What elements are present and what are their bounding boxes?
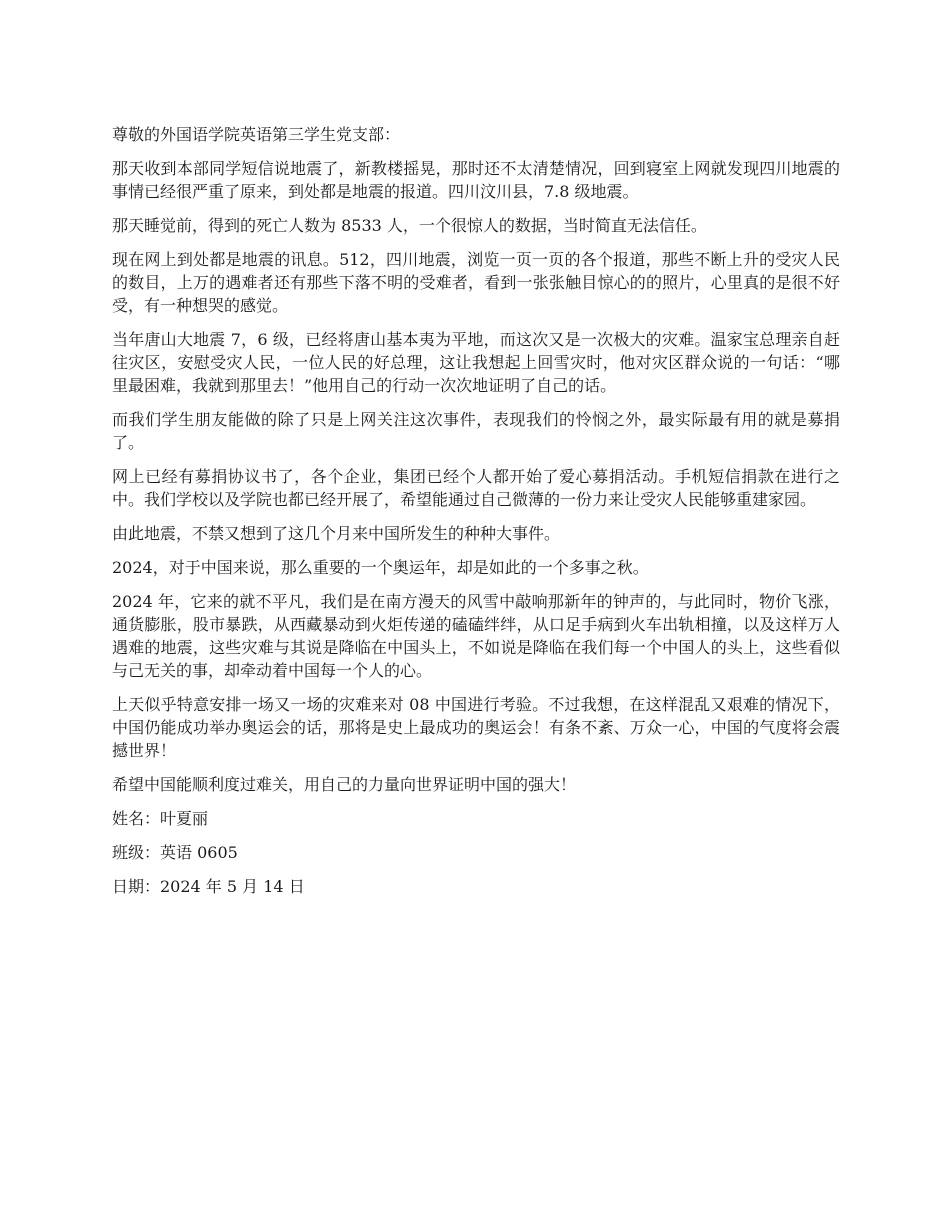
letter-paragraph: 希望中国能顺利度过难关，用自己的力量向世界证明中国的强大！	[112, 775, 577, 794]
letter-paragraph: 2024 年，它来的就不平凡，我们是在南方漫天的风雪中敲响那新年的钟声的，与此同时，物价飞涨，通货膨胀，股市暴跌，从西藏暴动到火炬传递的磕磕绊绊，从口足手病到火车出轨相撞，以及这样万人遇难的地震，这些灾难与其说是降临在中国头上，不如说是降临在我们每一个中国人的头上，这些看似与己无关的事，却牵动着中国每一个人的心。	[112, 592, 840, 680]
signature-name: 姓名：叶夏丽	[112, 809, 209, 828]
letter-paragraph: 网上已经有募捐协议书了，各个企业，集团已经个人都开始了爱心募捐活动。手机短信捐款在进行之中。我们学校以及学院也都已经开展了，希望能通过自己微薄的一份力来让受灾人民能够重建家园。	[112, 467, 840, 509]
signature-date: 日期：2024 年 5 月 14 日	[112, 877, 305, 896]
letter-paragraph: 现在网上到处都是地震的讯息。512，四川地震，浏览一页一页的各个报道，那些不断上升的受灾人民的数目，上万的遇难者还有那些下落不明的受难者，看到一张张触目惊心的的照片，心里真的是很不好受，有一种想哭的感觉。	[112, 250, 840, 315]
letter-paragraph: 当年唐山大地震 7，6 级，已经将唐山基本夷为平地，而这次又是一次极大的灾难。温家宝总理亲自赶往灾区，安慰受灾人民，一位人民的好总理，这让我想起上回雪灾时，他对灾区群众说的一句话：“哪里最困难，我就到那里去！”他用自己的行动一次次地证明了自己的话。	[112, 330, 840, 395]
letter-paragraph: 2024，对于中国来说，那么重要的一个奥运年，却是如此的一个多事之秋。	[112, 558, 649, 577]
letter-paragraph: 而我们学生朋友能做的除了只是上网关注这次事件，表现我们的怜悯之外，最实际最有用的就是募捐了。	[112, 410, 840, 452]
signature-class: 班级：英语 0605	[112, 843, 238, 862]
letter-salutation: 尊敬的外国语学院英语第三学生党支部：	[112, 125, 401, 144]
letter-paragraph: 上天似乎特意安排一场又一场的灾难来对 08 中国进行考验。不过我想，在这样混乱又艰难的情况下，中国仍能成功举办奥运会的话，那将是史上最成功的奥运会！有条不紊、万众一心，中国的气度将会震撼世界！	[112, 695, 840, 760]
letter-paragraph: 由此地震，不禁又想到了这几个月来中国所发生的种种大事件。	[112, 524, 561, 543]
letter-paragraph: 那天收到本部同学短信说地震了，新教楼摇晃，那时还不太清楚情况，回到寝室上网就发现四川地震的事情已经很严重了原来，到处都是地震的报道。四川汶川县，7.8 级地震。	[112, 159, 840, 201]
letter-document	[112, 123, 840, 909]
letter-paragraph: 那天睡觉前，得到的死亡人数为 8533 人，一个很惊人的数据，当时简直无法信任。	[112, 216, 707, 235]
